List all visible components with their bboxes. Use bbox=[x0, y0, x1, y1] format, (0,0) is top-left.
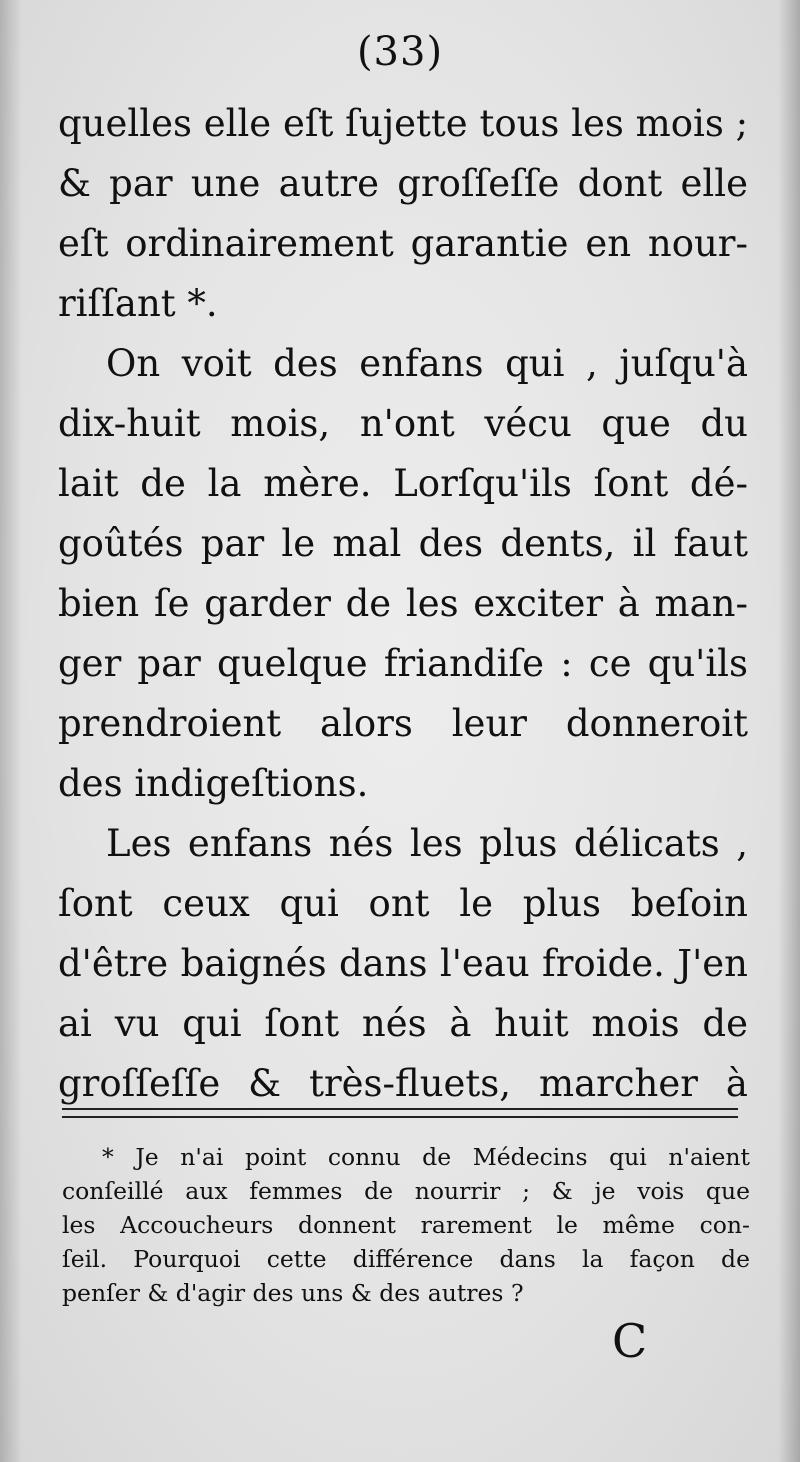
text-line: groſſeſſe & très-fluets, marcher à bbox=[58, 1062, 748, 1105]
footnote-rule-inner bbox=[62, 1116, 738, 1118]
text-line: d'être baignés dans l'eau froide. J'en bbox=[58, 942, 748, 985]
text-line: On voit des enfans qui , juſqu'à bbox=[106, 342, 748, 385]
right-page-edge bbox=[778, 0, 800, 1462]
text-line: quelles elle eſt ſujette tous les mois ; bbox=[58, 102, 749, 145]
footnote-rule bbox=[62, 1108, 738, 1110]
text-line: ſont ceux qui ont le plus beſoin bbox=[58, 882, 748, 925]
signature-mark: C bbox=[612, 1314, 648, 1368]
text-line: lait de la mère. Lorſqu'ils ſont dé- bbox=[58, 462, 748, 505]
text-line: & par une autre groſſeſſe dont elle bbox=[58, 162, 748, 205]
page-number: (33) bbox=[356, 29, 444, 75]
text-line: prendroient alors leur donneroit bbox=[58, 702, 748, 745]
text-line: eſt ordinairement garantie en nour- bbox=[58, 222, 748, 265]
text-line: dix-huit mois, n'ont vécu que du bbox=[58, 402, 748, 445]
footnote bbox=[62, 1140, 750, 1310]
text-line: ai vu qui ſont nés à huit mois de bbox=[58, 1002, 748, 1045]
text-line: des indigeſtions. bbox=[58, 762, 369, 805]
footnote-line: ſeil. Pourquoi cette différence dans la façon de bbox=[62, 1245, 750, 1273]
text-line: bien ſe garder de les exciter à man- bbox=[58, 582, 748, 625]
main-text bbox=[58, 94, 748, 1114]
text-line: riſſant *. bbox=[58, 282, 218, 325]
text-line: ger par quelque friandiſe : ce qu'ils bbox=[58, 642, 748, 685]
left-page-edge bbox=[0, 0, 22, 1462]
text-line: Les enfans nés les plus délicats , bbox=[106, 822, 748, 865]
footnote-line: * Je n'ai point connu de Médecins qui n'aient bbox=[102, 1143, 750, 1171]
footnote-line: penſer & d'agir des uns & des autres ? bbox=[62, 1279, 524, 1307]
footnote-line: les Accoucheurs donnent rarement le même con- bbox=[62, 1211, 750, 1239]
text-line: goûtés par le mal des dents, il faut bbox=[58, 522, 748, 565]
footnote-line: conſeillé aux femmes de nourrir ; & je vois que bbox=[62, 1177, 750, 1205]
